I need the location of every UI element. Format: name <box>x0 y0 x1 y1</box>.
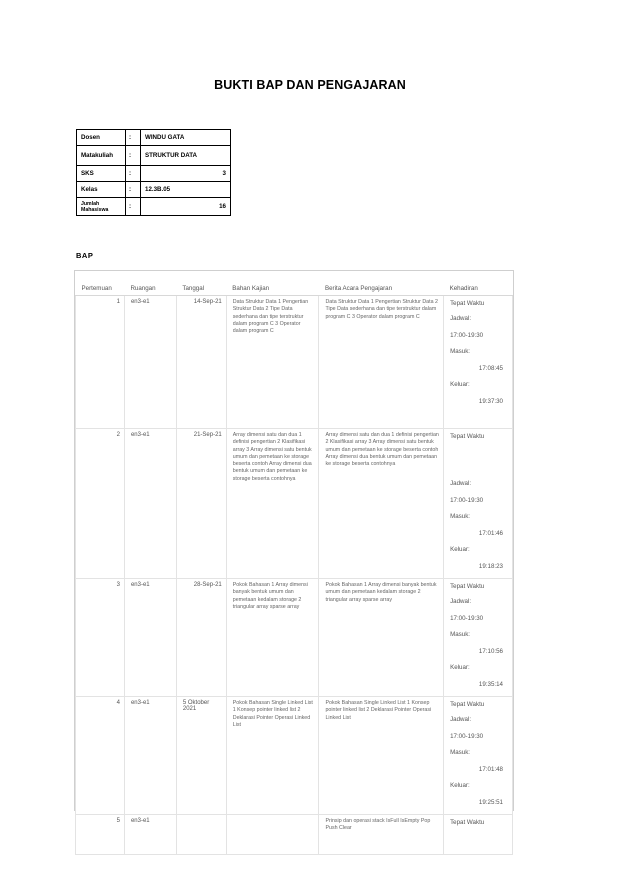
info-value: 3 <box>141 166 231 182</box>
jadwal-label: Jadwal: <box>450 716 472 723</box>
info-row-matakuliah <box>77 146 231 166</box>
cell-bahan-kajian: Pokok Bahasan 1 Array dimensi banyak bentuk umum dan pemetaan kedalam storage 2 triangular array sparse array <box>226 579 319 697</box>
cell-kehadiran <box>444 815 513 855</box>
cell-bahan-kajian <box>226 815 319 855</box>
keluar-label: Keluar: <box>450 782 470 789</box>
info-row-dosen <box>77 130 231 146</box>
col-header: Pertemuan <box>76 271 125 296</box>
info-row-jumlah <box>77 198 231 216</box>
cell-pertemuan: 3 <box>76 579 125 697</box>
cell-pertemuan: 2 <box>76 429 125 579</box>
jadwal-label: Jadwal: <box>450 480 472 487</box>
keluar-value: 19:35:14 <box>478 680 503 688</box>
keluar-label: Keluar: <box>450 381 470 388</box>
cell-bahan-kajian: Pokok Bahasan Single Linked List 1 Konsep pointer linked list 2 Deklarasi Pointer Operasi Linked List <box>226 697 319 815</box>
keluar-label: Keluar: <box>450 664 470 671</box>
cell-tanggal <box>176 815 226 855</box>
masuk-value: 17:01:48 <box>478 765 503 773</box>
cell-tanggal: 21-Sep-21 <box>176 429 226 579</box>
table-row <box>76 697 513 815</box>
section-title-bap: BAP <box>76 251 94 260</box>
jadwal-value: 17:00-19:30 <box>450 496 484 504</box>
info-value: 12.3B.05 <box>141 182 231 198</box>
table-row <box>76 296 513 429</box>
keluar-value: 19:37:30 <box>478 397 503 405</box>
attendance-status: Tepat Waktu <box>450 701 485 708</box>
cell-pertemuan: 4 <box>76 697 125 815</box>
cell-berita-acara: Pokok Bahasan 1 Array dimensi banyak bentuk umum dan pemetaan kedalam storage 2 triangular array sparse array <box>319 579 444 697</box>
jadwal-value: 17:00-19:30 <box>450 331 484 339</box>
masuk-label: Masuk: <box>450 348 471 355</box>
info-separator: : <box>126 182 141 198</box>
bap-table <box>75 271 513 855</box>
info-row-sks <box>77 166 231 182</box>
cell-ruangan: en3-e1 <box>124 697 176 815</box>
cell-ruangan: en3-e1 <box>124 429 176 579</box>
cell-tanggal: 5 Oktober 2021 <box>176 697 226 815</box>
info-value: WINDU GATA <box>141 130 231 146</box>
attendance-status: Tepat Waktu <box>450 819 485 826</box>
cell-berita-acara: Array dimensi satu dan dua 1 definisi pengertian 2 Klasifikasi array 3 Array dimensi satu bentuk umum dan pemetaan ke storage beserta contoh Array dimensi dua bentuk umum dan pemetaan ke storage beserta contohnya <box>319 429 444 579</box>
cell-pertemuan: 5 <box>76 815 125 855</box>
bap-table-container <box>74 270 514 832</box>
col-header: Berita Acara Pengajaran <box>319 271 444 296</box>
masuk-label: Masuk: <box>450 749 471 756</box>
cell-berita-acara: Data Struktur Data 1 Pengertian Struktur Data 2 Tipe Data sederhana dan tipe terstruktur dalam program C 3 Operator dalam program C <box>319 296 444 429</box>
cell-tanggal: 28-Sep-21 <box>176 579 226 697</box>
jadwal-label: Jadwal: <box>450 315 472 322</box>
attendance-status: Tepat Waktu <box>450 583 485 590</box>
cell-bahan-kajian: Array dimensi satu dan dua 1 definisi pengertian 2 Klasifikasi array 3 Array dimensi satu bentuk umum dan pemetaan ke storage beserta contoh Array dimensi dua bentuk umum dan pemetaan ke storage beserta contohnya <box>226 429 319 579</box>
info-label: Kelas <box>77 182 126 198</box>
attendance-status: Tepat Waktu <box>450 300 485 307</box>
cell-kehadiran <box>444 697 513 815</box>
info-label: Jumlah Mahasiswa <box>77 198 126 216</box>
jadwal-label: Jadwal: <box>450 598 472 605</box>
masuk-value: 17:08:45 <box>478 364 503 372</box>
keluar-value: 19:25:51 <box>478 798 503 806</box>
keluar-value: 19:18:23 <box>478 562 503 570</box>
info-separator: : <box>126 130 141 146</box>
info-separator: : <box>126 198 141 216</box>
info-row-kelas <box>77 182 231 198</box>
info-label: Matakuliah <box>77 146 126 166</box>
info-label: SKS <box>77 166 126 182</box>
table-row <box>76 429 513 579</box>
col-header: Tanggal <box>176 271 226 296</box>
masuk-label: Masuk: <box>450 631 471 638</box>
masuk-label: Masuk: <box>450 513 471 520</box>
col-header: Ruangan <box>124 271 176 296</box>
cell-kehadiran <box>444 296 513 429</box>
cell-ruangan: en3-e1 <box>124 296 176 429</box>
cell-tanggal: 14-Sep-21 <box>176 296 226 429</box>
info-value: 16 <box>141 198 231 216</box>
info-value: STRUKTUR DATA <box>141 146 231 166</box>
table-row <box>76 815 513 855</box>
table-row <box>76 579 513 697</box>
jadwal-value: 17:00-19:30 <box>450 732 484 740</box>
cell-berita-acara: Pokok Bahasan Single Linked List 1 Konsep pointer linked list 2 Deklarasi Pointer Operasi Linked List <box>319 697 444 815</box>
col-header: Bahan Kajian <box>226 271 319 296</box>
table-header <box>76 271 513 296</box>
cell-pertemuan: 1 <box>76 296 125 429</box>
cell-kehadiran <box>444 429 513 579</box>
cell-kehadiran <box>444 579 513 697</box>
keluar-label: Keluar: <box>450 546 470 553</box>
col-header: Kehadiran <box>444 271 513 296</box>
jadwal-value: 17:00-19:30 <box>450 614 484 622</box>
cell-berita-acara: Prinsip dan operasi stack IsFull IsEmpty Pop Push Clear <box>319 815 444 855</box>
info-separator: : <box>126 146 141 166</box>
masuk-value: 17:01:46 <box>478 529 503 537</box>
masuk-value: 17:10:56 <box>478 647 503 655</box>
page-title: BUKTI BAP DAN PENGAJARAN <box>214 78 406 92</box>
cell-ruangan: en3-e1 <box>124 815 176 855</box>
cell-bahan-kajian: Data Struktur Data 1 Pengertian Struktur Data 2 Tipe Data sederhana dan tipe terstruktur dalam program C 3 Operator dalam program C <box>226 296 319 429</box>
course-info-table <box>76 129 231 216</box>
info-separator: : <box>126 166 141 182</box>
info-label: Dosen <box>77 130 126 146</box>
cell-ruangan: en3-e1 <box>124 579 176 697</box>
attendance-status: Tepat Waktu <box>450 433 485 440</box>
